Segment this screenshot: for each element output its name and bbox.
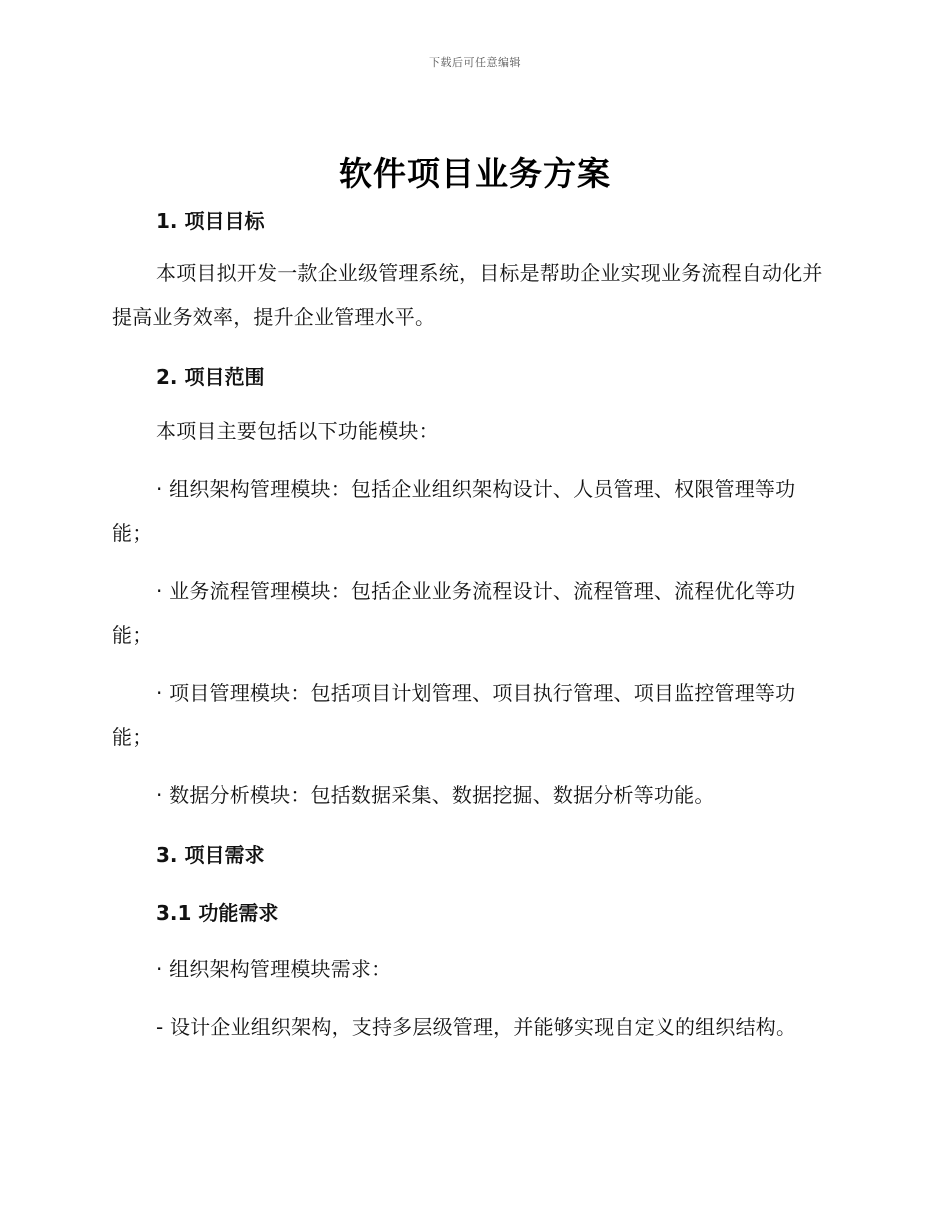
section-heading-scope: 2. 项目范围: [156, 365, 265, 389]
document-title: 软件项目业务方案: [339, 154, 611, 193]
scope-intro-paragraph: 本项目主要包括以下功能模块：: [156, 419, 439, 443]
requirement-item: · 组织架构管理模块需求：: [156, 957, 392, 981]
scope-list-item: · 项目管理模块：包括项目计划管理、项目执行管理、项目监控管理等功能；: [112, 681, 796, 749]
goal-paragraph: 本项目拟开发一款企业级管理系统，目标是帮助企业实现业务流程自动化并提高业务效率，提升企业管理水平。: [112, 261, 823, 329]
scope-list-item: · 业务流程管理模块：包括企业业务流程设计、流程管理、流程优化等功能；: [112, 579, 796, 647]
header-note: 下载后可任意编辑: [429, 56, 521, 69]
section-heading-goal: 1. 项目目标: [156, 209, 265, 233]
scope-list-item: · 数据分析模块：包括数据采集、数据挖掘、数据分析等功能。: [156, 783, 715, 807]
document-body: [112, 205, 832, 1049]
requirement-item: - 设计企业组织架构，支持多层级管理，并能够实现自定义的组织结构。: [156, 1015, 797, 1039]
section-heading-requirements: 3. 项目需求: [156, 843, 265, 867]
scope-list-item: · 组织架构管理模块：包括企业组织架构设计、人员管理、权限管理等功能；: [112, 477, 796, 545]
subsection-heading-functional: 3.1 功能需求: [156, 901, 279, 925]
